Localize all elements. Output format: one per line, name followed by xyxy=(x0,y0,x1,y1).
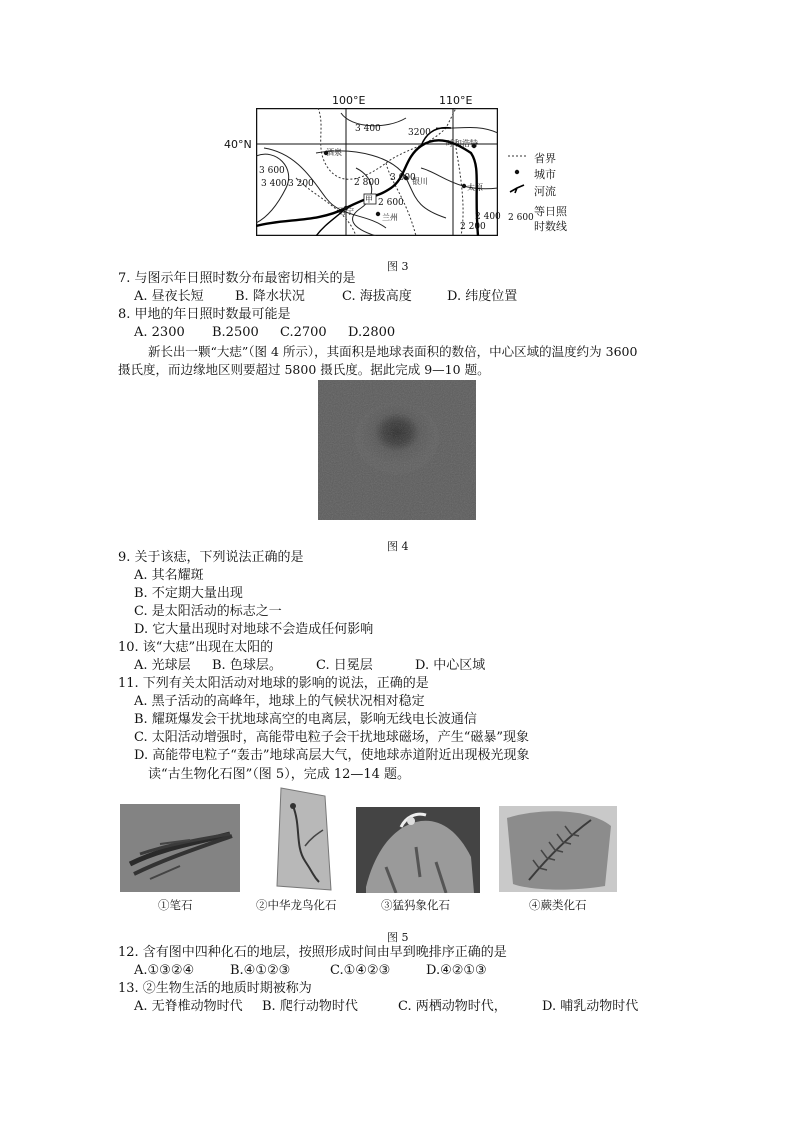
q11-option-c[interactable]: C. 太阳活动增强时，高能带电粒子会干扰地球磁场，产生“磁暴”现象 xyxy=(134,730,530,745)
q9-option-d[interactable]: D. 它大量出现时对地球不会造成任何影响 xyxy=(134,622,374,637)
legend-sunshine-value: 2 600 xyxy=(508,213,534,223)
q10-option-a[interactable]: A. 光球层 xyxy=(134,658,191,673)
q9-option-b[interactable]: B. 不定期大量出现 xyxy=(134,586,243,601)
q8-option-d[interactable]: D.2800 xyxy=(348,325,396,340)
q12-option-b[interactable]: B.④①②③ xyxy=(230,963,291,978)
q7-option-b[interactable]: B. 降水状况 xyxy=(235,289,305,304)
q12-option-a[interactable]: A.①③②④ xyxy=(134,963,195,978)
legend-sunshine-line1: 等日照 xyxy=(534,205,567,218)
q11-option-a[interactable]: A. 黑子活动的高峰年，地球上的气候状况相对稳定 xyxy=(134,694,425,709)
passage-12-line1: 读“古生物化石图”（图 5），完成 12—14 题。 xyxy=(148,767,411,782)
contour-label: 3 400 xyxy=(261,179,287,189)
q10-option-d[interactable]: D. 中心区域 xyxy=(415,658,486,673)
legend-sunshine-line2: 时数线 xyxy=(534,220,567,233)
lon-110-label: 110°E xyxy=(439,94,473,107)
q13-option-b[interactable]: B. 爬行动物时代 xyxy=(262,999,358,1014)
question-9-stem: 9. 关于该痣，下列说法正确的是 xyxy=(118,550,304,565)
figure-3-caption: 图 3 xyxy=(387,260,409,273)
q13-option-a[interactable]: A. 无脊椎动物时代 xyxy=(134,999,243,1014)
q9-option-c[interactable]: C. 是太阳活动的标志之一 xyxy=(134,604,282,619)
figure-4-caption: 图 4 xyxy=(387,540,409,553)
fossil-3-label: ③猛犸象化石 xyxy=(381,898,450,912)
contour-label: 3 000 xyxy=(390,173,416,183)
q7-option-a[interactable]: A. 昼夜长短 xyxy=(134,289,204,304)
q12-option-c[interactable]: C.①④②③ xyxy=(330,963,391,978)
q10-option-c[interactable]: C. 日冕层 xyxy=(316,658,373,673)
contour-label: 2 800 xyxy=(354,178,380,188)
legend-province: 省界 xyxy=(534,152,556,165)
city-label: 银川 xyxy=(412,177,428,186)
passage-9-line1: 新长出一颗“大痣”（图 4 所示），其面积是地球表面积的数倍，中心区域的温度约为 3600 xyxy=(148,344,638,359)
lon-100-label: 100°E xyxy=(332,94,366,107)
city-label: 太原 xyxy=(467,183,483,192)
contour-label: 2 600 xyxy=(378,198,404,208)
q8-option-b[interactable]: B.2500 xyxy=(212,325,259,340)
city-label: 兰州 xyxy=(382,213,398,222)
q13-option-c[interactable]: C. 两栖动物时代， xyxy=(398,999,507,1014)
city-label: 西宁 xyxy=(338,207,354,216)
city-label: 呼和浩特 xyxy=(446,139,478,148)
q7-option-c[interactable]: C. 海拔高度 xyxy=(342,289,412,304)
contour-label: 3200 xyxy=(408,128,431,138)
question-11-stem: 11. 下列有关太阳活动对地球的影响的说法，正确的是 xyxy=(118,676,429,691)
contour-label: 3 400 xyxy=(355,124,381,134)
contour-label: 3 200 xyxy=(288,179,314,189)
city-label: 酒泉 xyxy=(326,148,342,157)
figure-5-caption: 图 5 xyxy=(387,931,409,944)
question-7-stem: 7. 与图示年日照时数分布最密切相关的是 xyxy=(118,271,356,286)
question-10-stem: 10. 该“大痣”出现在太阳的 xyxy=(118,640,274,655)
marker-jia: 甲 xyxy=(365,195,373,204)
fossil-1-image xyxy=(120,804,240,892)
q11-option-d[interactable]: D. 高能带电粒子“轰击”地球高层大气，使地球赤道附近出现极光现象 xyxy=(134,748,530,763)
province-legend-icon xyxy=(508,153,528,159)
city-dot xyxy=(462,184,466,188)
q11-option-b[interactable]: B. 耀斑爆发会干扰地球高空的电离层，影响无线电长波通信 xyxy=(134,712,477,727)
city-legend-icon xyxy=(513,168,521,176)
fossil-4-label: ④蕨类化石 xyxy=(529,898,587,912)
passage-9-line2: 摄氏度，而边缘地区则要超过 5800 摄氏度。据此完成 9—10 题。 xyxy=(118,362,490,377)
question-12-stem: 12. 含有图中四种化石的地层，按照形成时间由早到晚排序正确的是 xyxy=(118,945,507,960)
contour-label: 3 600 xyxy=(259,166,285,176)
lat-40-label: 40°N xyxy=(224,138,252,151)
q12-option-d[interactable]: D.④②①③ xyxy=(426,963,487,978)
fossil-4-image xyxy=(499,806,617,892)
fossil-2-label: ②中华龙鸟化石 xyxy=(256,898,337,912)
q7-option-d[interactable]: D. 纬度位置 xyxy=(447,289,518,304)
contour-label: 2 200 xyxy=(460,222,486,232)
q13-option-d[interactable]: D. 哺乳动物时代 xyxy=(542,999,639,1014)
fossil-3-image xyxy=(356,807,480,893)
legend-city: 城市 xyxy=(534,168,556,181)
figure-4-sunspot-image xyxy=(318,380,476,520)
q9-option-a[interactable]: A. 其名耀斑 xyxy=(134,568,204,583)
fossil-1-label: ①笔石 xyxy=(158,898,193,912)
question-8-stem: 8. 甲地的年日照时数最可能是 xyxy=(118,307,291,322)
q8-option-a[interactable]: A. 2300 xyxy=(134,325,185,340)
city-dot xyxy=(376,212,380,216)
contour-label: 2 400 xyxy=(475,212,501,222)
river-legend-icon xyxy=(509,184,525,194)
legend-river: 河流 xyxy=(534,185,556,198)
q8-option-c[interactable]: C.2700 xyxy=(280,325,327,340)
q10-option-b[interactable]: B. 色球层。 xyxy=(212,658,282,673)
fossil-2-image xyxy=(275,786,333,892)
question-13-stem: 13. ②生物生活的地质时期被称为 xyxy=(118,981,312,996)
